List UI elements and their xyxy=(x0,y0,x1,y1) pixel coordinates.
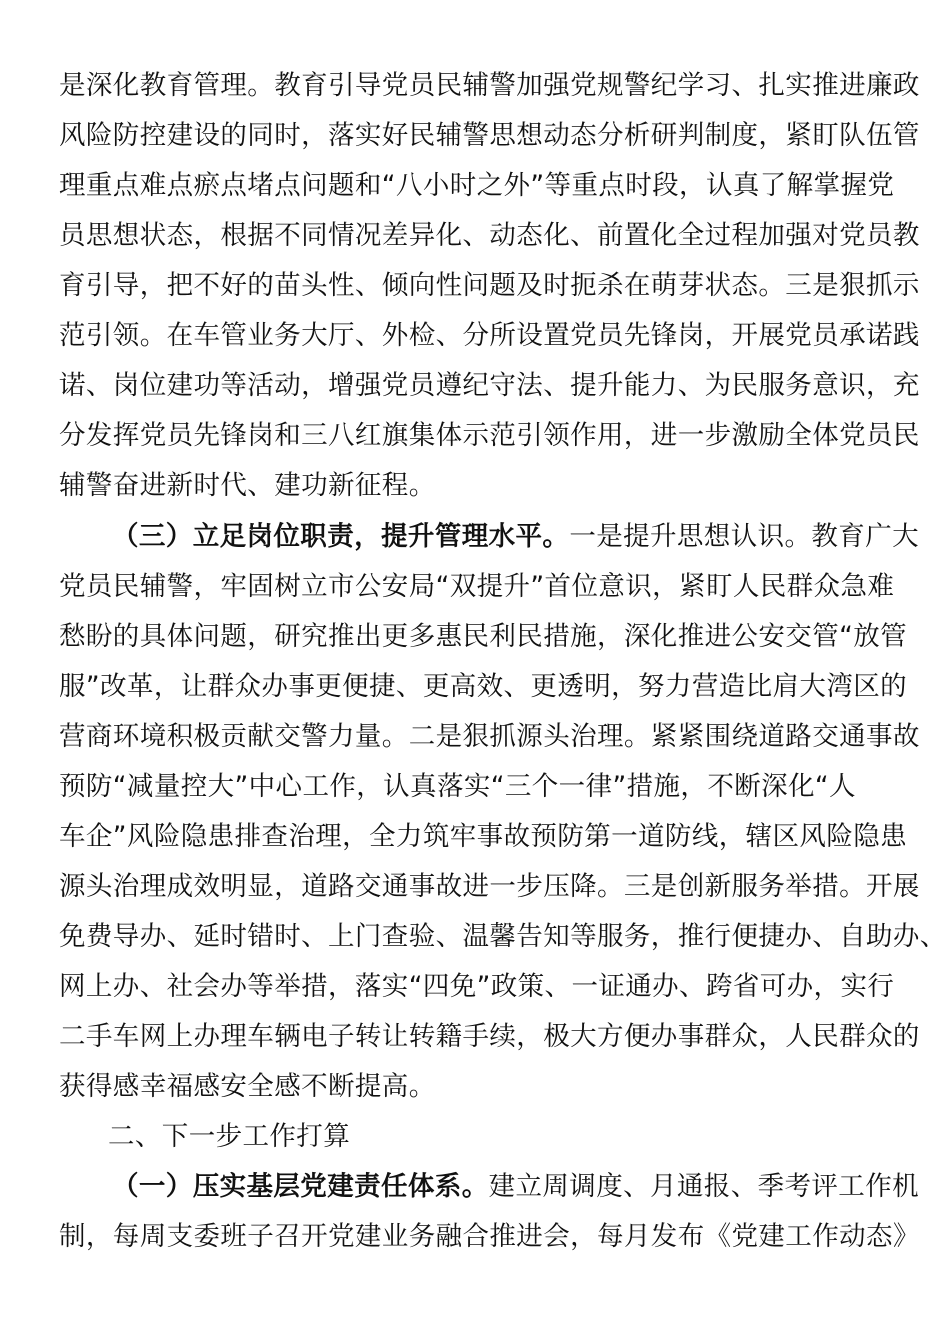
section-heading-text: 建立周调度、月通报、季考评工作机 xyxy=(488,1171,920,1202)
text-line: 风险防控建设的同时，落实好民辅警思想动态分析研判制度，紧盯队伍管 xyxy=(59,120,920,151)
text-line: 理重点难点瘀点堵点问题和“八小时之外”等重点时段，认真了解掌握党 xyxy=(59,170,895,201)
text-line: 党员民辅警，牢固树立市公安局“双提升”首位意识，紧盯人民群众急难 xyxy=(59,571,895,602)
text-line: 育引导，把不好的苗头性、倾向性问题及时扼杀在萌芽状态。三是狠抓示 xyxy=(59,270,920,301)
section-heading-line xyxy=(112,1167,919,1207)
text-line: 愁盼的具体问题，研究推出更多惠民利民措施，深化推进公安交管“放管 xyxy=(59,621,908,652)
text-line: 车企”风险隐患排查治理，全力筑牢事故预防第一道防线，辖区风险隐患 xyxy=(59,821,908,852)
text-line: 网上办、社会办等举措，落实“四免”政策、一证通办、跨省可办，实行 xyxy=(59,971,895,1002)
text-line: 营商环境积极贡献交警力量。二是狠抓源头治理。紧紧围绕道路交通事故 xyxy=(59,721,920,752)
text-line: 制，每周支委班子召开党建业务融合推进会，每月发布《党建工作动态》 xyxy=(59,1221,920,1252)
text-line: 辅警奋进新时代、建功新征程。 xyxy=(59,470,436,501)
text-line: 获得感幸福感安全感不断提高。 xyxy=(59,1071,436,1102)
text-line: 二手车网上办理车辆电子转让转籍手续，极大方便办事群众，人民群众的 xyxy=(59,1021,920,1052)
text-line: 源头治理成效明显，道路交通事故进一步压降。三是创新服务举措。开展 xyxy=(59,871,920,902)
text-line: 免费导办、延时错时、上门查验、温馨告知等服务，推行便捷办、自助办、 xyxy=(59,921,947,952)
section-heading-line xyxy=(112,517,919,557)
text-line: 范引领。在车管业务大厅、外检、分所设置党员先锋岗，开展党员承诺践 xyxy=(59,320,920,351)
text-line: 服”改革，让群众办事更便捷、更高效、更透明，努力营造比肩大湾区的 xyxy=(59,671,908,702)
chapter-heading: 二、下一步工作打算 xyxy=(108,1121,351,1152)
section-heading-bold: （三）立足岗位职责，提升管理水平。 xyxy=(112,521,570,552)
section-heading-text: 一是提升思想认识。教育广大 xyxy=(569,521,920,552)
text-line: 预防“减量控大”中心工作，认真落实“三个一律”措施，不断深化“人 xyxy=(59,771,856,802)
text-line: 员思想状态，根据不同情况差异化、动态化、前置化全过程加强对党员教 xyxy=(59,220,920,251)
text-line: 是深化教育管理。教育引导党员民辅警加强党规警纪学习、扎实推进廉政 xyxy=(59,70,920,101)
text-line: 分发挥党员先锋岗和三八红旗集体示范引领作用，进一步激励全体党员民 xyxy=(59,420,920,451)
section-heading-bold: （一）压实基层党建责任体系。 xyxy=(112,1171,489,1202)
text-line: 诺、岗位建功等活动，增强党员遵纪守法、提升能力、为民服务意识，充 xyxy=(59,370,920,401)
